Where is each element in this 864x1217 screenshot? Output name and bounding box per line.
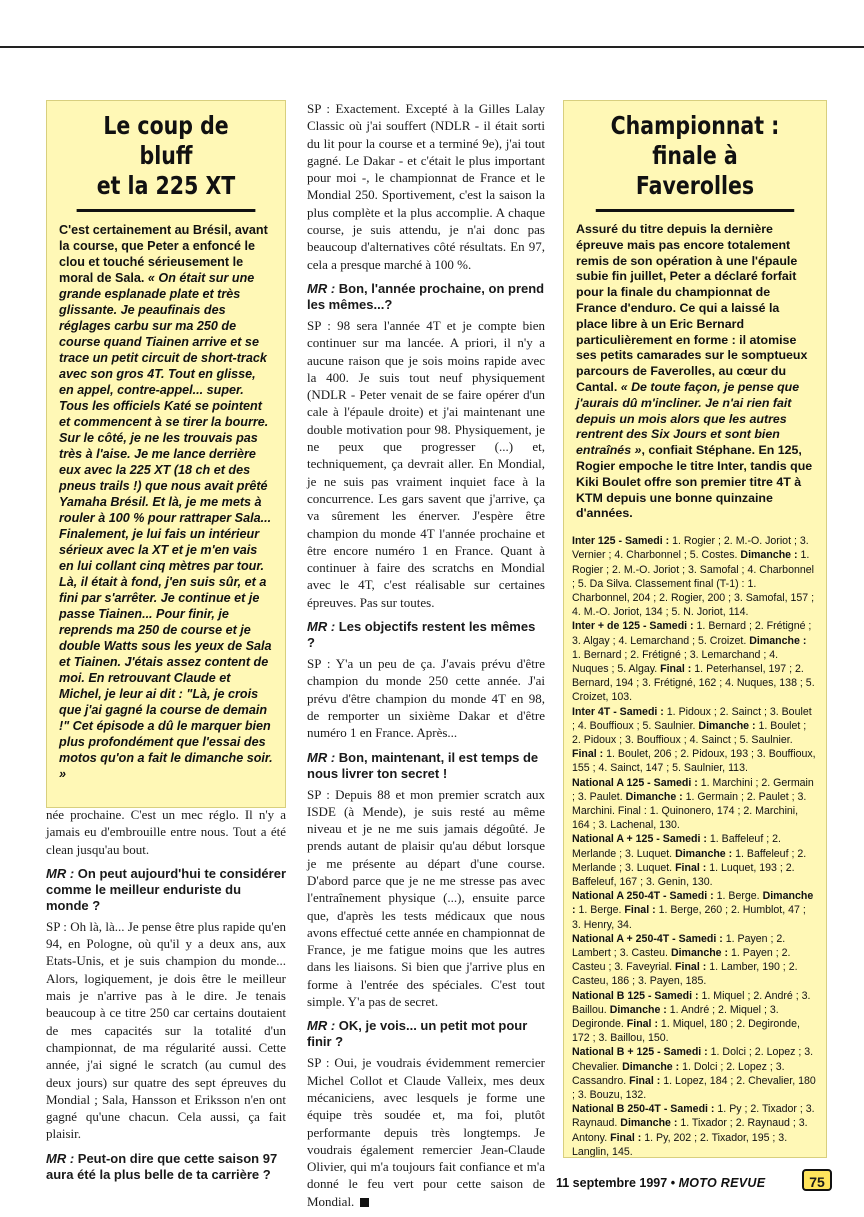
result-entry: National A + 125 - Samedi : 1. Baffeleuf ; 2. Merlande ; 3. Luquet. Dimanche : 1. Baffeleuf ; 2. Merlande ; 3. Luquet. Final : 1. Luquet, 193 ; 2. Baffeleuf, 167 ; 3. Genin, 130. bbox=[572, 833, 807, 889]
sidebar-box-bluff bbox=[46, 100, 286, 808]
footer-bullet: • bbox=[670, 1176, 676, 1190]
answer: SP : 98 sera l'année 4T et je compte bien continuer sur ma lancée. A priori, il n'y a aucune raison que je sois moins rapide avec la 400. Je suis tout neuf physiquement (NDLR - Peter venait de se faire opérer d'un cale à l'épaule droite) et j'ai maintenant une double motivation pour 98. Physiquement, je ne peux que progresser (...) et, techniquement, ça devrait aller. En Mondial, je ne suis pas vraiment inquiet face à la concurrence. Les gars savent que j'arrive, ça va sûrement les énerver. J'espère être champion du monde 4T l'année prochaine et être encore numéro 1 en France. Quant à continuer à faire des scratchs en Mondial avec le 4T, c'est réalisable sur certaines épreuves. Pas sur toutes. bbox=[307, 317, 546, 610]
result-entry: National A 250-4T - Samedi : 1. Berge. Dimanche : 1. Berge. Final : 1. Berge, 260 ; 2. Humblot, 47 ; 3. Henry, 34. bbox=[572, 890, 814, 931]
question: MR : Peut-on dire que cette saison 97 aura été la plus belle de ta carrière ? bbox=[46, 1150, 278, 1182]
result-entry: National A 125 - Samedi : 1. Marchini ; 2. Germain ; 3. Paulet. Dimanche : 1. Germain ; 2. Paulet ; 3. Marchini. Final : 1. Quinonero, 174 ; 2. Marchini, 164 ; 3. Lachenal, 130. bbox=[572, 776, 814, 832]
question: MR : Bon, l'année prochaine, on prend les mêmes...? bbox=[307, 280, 545, 312]
answer: SP : Y'a un peu de ça. J'avais prévu d'être champion du monde 250 cette année. J'ai prévu d'être champion du monde 4T en 98, de remporter un sixième Dakar et d'être numéro 1 en France. Après... bbox=[307, 656, 546, 741]
answer: SP : Oui, je voudrais évidemment remercier Michel Collot et Claude Valleix, mes deux mécaniciens, avec lesquels je forme une équipe très soudée et, ma foi, plutôt performante depuis très longtemps. Je voudrais également remercier Jean-Claude Olivier, qui m'a toujours fait confiance et m'a donné le feu vert pour cette saison de Mondial. bbox=[307, 1055, 545, 1209]
result-entry: Inter 125 - Samedi : 1. Rogier ; 2. M.-O. Joriot ; 3. Vernier ; 4. Charbonnel ; 5. Costes. Dimanche : 1. Rogier ; 2. M.-O. Joriot ; 3. Samofal ; 4. Charbonnel ; 5. Da Silva. Classement final (T-1) : 1. Charbonnel, 204 ; 2. Rogier, 200 ; 3. Samofal, 157 ; 4. M.-O. Joriot, 134 ; 5. N. Joriot, 114. bbox=[572, 535, 815, 619]
box-text-bluff bbox=[47, 212, 285, 782]
result-entry: National B + 125 - Samedi : 1. Dolci ; 2. Lopez ; 3. Chevalier. Dimanche : 1. Dolci ; 2. Lopez ; 3. Cassandro. Final : 1. Lopez, 184 ; 2. Chevalier, 180 ; 3. Bouzu, 132. bbox=[572, 1046, 816, 1102]
column-2 bbox=[307, 100, 545, 1210]
issue-date: 11 septembre 1997 bbox=[556, 1176, 668, 1190]
question: MR : Bon, maintenant, il est temps de nous livrer ton secret ! bbox=[307, 749, 539, 781]
answer: SP : Oh là, là... Je pense être plus rapide qu'en 94, en Pologne, où qu'il y a deux ans, aux Etats-Unis, et je suis champion du monde... Alors, logiquement, je dois être le meilleur mais je n'arrive pas à le dire. Je tenais beaucoup à ce titre 250 car certains doutaient de mes capacités sur la totalité d'un championnat, de ma régularité aussi. Cette année, j'ai signé le scratch (au cumul des deux jours) sur quatre des sept épreuves du Mondial ; Sala, Hansson et Eriksson n'en ont gagné qu'une chacun. Cela aussi, ça fait plaisir. bbox=[46, 918, 287, 1142]
box-title-championnat: Championnat : finale à Faverolles bbox=[596, 101, 794, 212]
result-entry: National A + 250-4T - Samedi : 1. Payen ; 2. Lambert ; 3. Casteu. Dimanche : 1. Payen ; 2. Casteu ; 3. Faveyrial. Final : 1. Lamber, 190 ; 2. Casteu, 186 ; 3. Payen, 185. bbox=[572, 932, 798, 988]
sidebar-box-championnat bbox=[563, 100, 827, 1158]
answer: SP : Depuis 88 et mon premier scratch aux ISDE (à Mende), je suis resté au même niveau et je ne me suis jamais dégoûté. Je prends autant de plaisir qu'au début lorsque je me présente au départ d'une course. D'abord parce que je ne me stresse pas avec l'entraînement physique (...), ensuite parce que, d'après les tests médicaux que nous avons effectué cette année en championnat de France, je me fatigue moins que les autres dans les liaisons. Si bien que j'arrive plus en forme à l'entrée des spéciales. C'est tout simple. Y'a pas de secret. bbox=[307, 786, 546, 1010]
question: MR : OK, je vois... un petit mot pour finir ? bbox=[307, 1018, 528, 1050]
magazine-brand: MOTO REVUE bbox=[678, 1176, 766, 1190]
question: MR : Les objectifs restent les mêmes ? bbox=[307, 619, 536, 651]
box-text-championnat: Assuré du titre depuis la dernière épreuve mais pas encore totalement remis de son opération à une l'épaule subie fin juillet, Peter a déclaré forfait pour la finale du championnat de France d'enduro. Ce qui a laissé la place libre à un Eric Bernard particulièrement en forme : il atomise ses petits camarades sur le somptueux parcours de Faverolles, au cœur du Cantal. « De toute façon, je pense que j'aurais dû m'incliner. Je n'ai rien fait depuis un mois alors que les autres rentrent des Six Jours et sont bien entraînés », confiait Stéphane. En 125, Rogier empoche le titre Inter, tandis que Kiki Boulet offre son premier titre 4T à KTM depuis une bonne quinzaine d'années. bbox=[576, 222, 813, 521]
box-quote: « On était sur une grande esplanade plate et très glissante. Je peaufinais des réglages carbu sur ma 250 de course quand Tiainen arrive et se trace un petit circuit de short-track avec son gros 4T. Tout en glisse, en appel, contre-appel... super. Tous les officiels Katé se pointent et commencent à se tirer la bourre. Sur le côté, je ne les trouvais pas très à l'aise. Je me lance derrière eux avec la 225 XT (18 ch et des pneus trails !) que nous avait prêté Yamaha Brésil. Et là, je me mets à rouler à 100 % pour rattraper Sala... Finalement, je lui fais un intérieur sérieux avec la XT et je m'en vais en lui collant cinq mètres par tour. Là, il était à fond, j'en suis sûr, et a fini par s'arrêter. Je continue et je passe Tiainen... Pour finir, je reprends ma 250 de course et je double Watts sous les yeux de Sala et Tiainen. J'étais assez content de moi. En retrouvant Claude et Michel, je leur ai dit : "Là, je crois que j'ai gagné la course de demain !" Cet épisode a dû le marquer bien plus profondément que l'essai des motos qu'on a fait le dimanche soir. » bbox=[59, 271, 273, 781]
page-number: 75 bbox=[802, 1169, 832, 1191]
question: MR : On peut aujourd'hui te considérer comme le meilleur enduriste du monde ? bbox=[46, 865, 287, 913]
result-entry: Inter 4T - Samedi : 1. Pidoux ; 2. Sainct ; 3. Boulet ; 4. Bouffioux ; 5. Saulnier. Dimanche : 1. Boulet ; 2. Pidoux ; 3. Bouffioux ; 4. Sainct ; 5. Saulnier. Final : 1. Boulet, 206 ; 2. Pidoux, 193 ; 3. Bouffioux, 155 ; 4. Sainct, 147 ; 5. Saulnier, 113. bbox=[572, 705, 816, 775]
result-entry: National B 250-4T - Samedi : 1. Py ; 2. Tixador ; 3. Raynaud. Dimanche : 1. Tixador ; 2. Raynaud ; 3. Antony. Final : 1. Py, 202 ; 2. Tixador, 195 ; 3. Langlin, 145. bbox=[572, 1103, 815, 1158]
answer: SP : Exactement. Excepté à la Gilles Lalay Classic où j'ai souffert (NDLR - il était sorti du lit pour la course et a terminé 9e), j'ai tout gagné. Le Dakar - et c'était le plus important pour moi -, le championnat de France et le Mondial 250. Sportivement, c'est la saison la plus complète et la plus accomplie. A chaque course, je suis attendu, je n'ai donc pas beaucoup d'alternatives côté résultats. En 97, cela a presque marché à 100 %. bbox=[307, 101, 545, 272]
top-rule bbox=[0, 46, 864, 48]
results-list bbox=[564, 522, 826, 1158]
paragraph: née prochaine. C'est un mec réglo. Il n'y a jamais eu d'embrouille entre nous. Tout a été clean jusqu'au bout. bbox=[46, 807, 286, 857]
end-mark-icon bbox=[360, 1198, 369, 1207]
box-title-bluff: Le coup de bluff et la 225 XT bbox=[77, 101, 256, 212]
column-1 bbox=[46, 806, 286, 1187]
result-entry: Inter + de 125 - Samedi : 1. Bernard ; 2. Frétigné ; 3. Algay ; 4. Lemarchand ; 5. Croizet. Dimanche : 1. Bernard ; 2. Frétigné ; 3. Lemarchand ; 4. Nuques ; 5. Algay. Final : 1. Peterhansel, 197 ; 2. Bernard, 194 ; 3. Frétigné, 162 ; 4. Nuques, 138 ; 5. Croizet, 103. bbox=[572, 620, 815, 704]
box-intro: C'est certainement au Brésil, avant la course, que Peter a enfoncé le clou et touché sérieusement le moral de Sala. bbox=[59, 223, 268, 285]
result-entry: National B 125 - Samedi : 1. Miquel ; 2. André ; 3. Baillou. Dimanche : 1. André ; 2. Miquel ; 3. Degironde. Final : 1. Miquel, 180 ; 2. Degironde, 172 ; 3. Baillou, 150. bbox=[572, 989, 811, 1045]
page-footer bbox=[556, 1176, 765, 1190]
